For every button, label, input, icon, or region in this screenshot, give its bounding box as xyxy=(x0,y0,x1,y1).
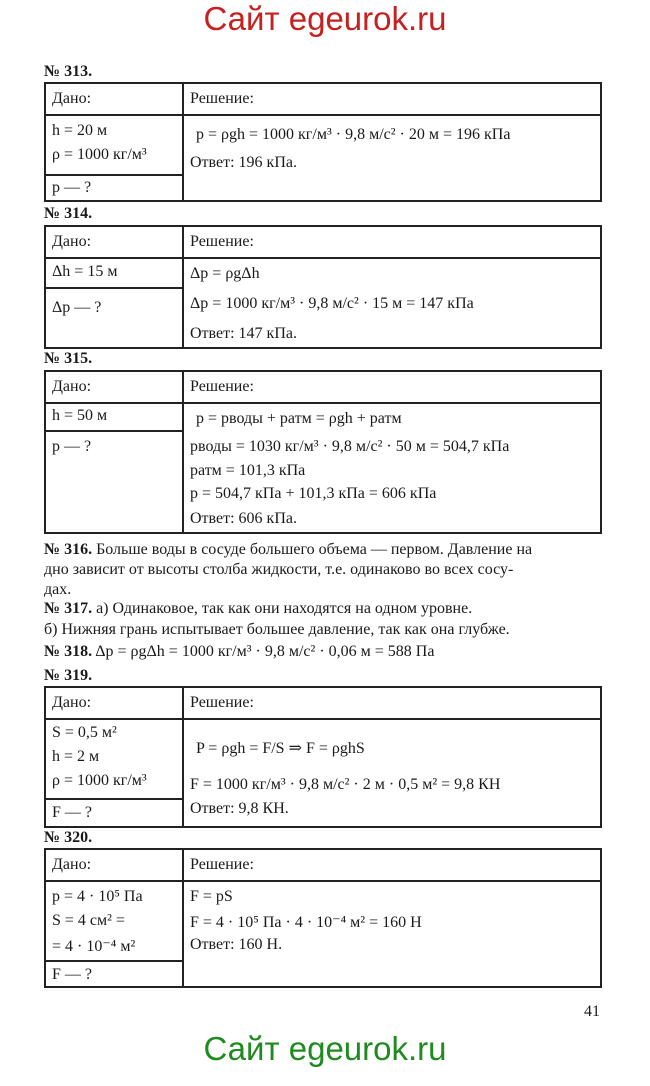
solution-line: pатм = 101,3 кПа xyxy=(190,462,306,479)
answer-line: Ответ: 160 Н. xyxy=(190,936,283,953)
problem-318 xyxy=(44,642,604,661)
problem-316-text: Больше воды в сосуде большего объема — первом. Давление на xyxy=(96,541,533,558)
given-header: Дано: xyxy=(52,378,92,395)
problem-315-table xyxy=(44,370,602,534)
solution-header: Решение: xyxy=(190,856,254,873)
solution-line: Δp = ρgΔh xyxy=(190,265,260,282)
given-line: p = 4 · 10⁵ Па xyxy=(52,888,143,905)
given-line: = 4 · 10⁻⁴ м² xyxy=(52,938,136,955)
solution-line: p = ρgh = 1000 кг/м³ · 9,8 м/с² · 20 м = 196 кПа xyxy=(196,126,511,143)
given-header: Дано: xyxy=(52,90,92,107)
problem-316 xyxy=(44,540,604,559)
solution-line: p = pводы + pатм = ρgh + pатм xyxy=(196,410,402,427)
given-line: ρ = 1000 кг/м³ xyxy=(52,772,147,789)
site-watermark-top: Сайт egeurok.ru xyxy=(203,0,447,37)
site-watermark-bottom: Сайт egeurok.ru xyxy=(203,1030,447,1067)
solution-line: F = pS xyxy=(190,888,233,905)
answer-line: Ответ: 606 кПа. xyxy=(190,510,297,527)
problem-317 xyxy=(44,599,604,618)
problem-320-number: № 320. xyxy=(44,829,93,846)
solution-header: Решение: xyxy=(190,378,254,395)
problem-313-number: № 313. xyxy=(44,63,93,80)
problem-317-text-b: б) Нижняя грань испытывает большее давление, так как она глубже. xyxy=(44,621,510,638)
given-line: h = 50 м xyxy=(52,407,108,424)
problem-317-number: № 317. xyxy=(44,600,93,617)
find-line: Δp — ? xyxy=(52,299,102,316)
problem-315-number: № 315. xyxy=(44,350,93,367)
problem-318-text: Δp = ρgΔh = 1000 кг/м³ · 9,8 м/с² · 0,06 м = 588 Па xyxy=(95,643,435,660)
solution-line: pводы = 1030 кг/м³ · 9,8 м/с² · 50 м = 504,7 кПа xyxy=(190,438,510,455)
given-header: Дано: xyxy=(52,233,92,250)
solution-line: F = 4 · 10⁵ Па · 4 · 10⁻⁴ м² = 160 Н xyxy=(190,914,422,931)
solution-line: p = 504,7 кПа + 101,3 кПа = 606 кПа xyxy=(190,485,437,502)
problem-314-table xyxy=(44,225,602,349)
find-line: F — ? xyxy=(52,804,92,821)
solution-line: Δp = 1000 кг/м³ · 9,8 м/с² · 15 м = 147 кПа xyxy=(190,295,474,312)
given-line: Δh = 15 м xyxy=(52,263,118,280)
problem-314-number: № 314. xyxy=(44,205,93,222)
given-line: h = 2 м xyxy=(52,748,100,765)
problem-313-table xyxy=(44,82,602,202)
find-line: F — ? xyxy=(52,966,92,983)
answer-line: Ответ: 9,8 КН. xyxy=(190,800,289,817)
problem-320-table xyxy=(44,848,602,988)
given-line: ρ = 1000 кг/м³ xyxy=(52,146,147,163)
solution-header: Решение: xyxy=(190,233,254,250)
given-line: h = 20 м xyxy=(52,122,108,139)
find-line: p — ? xyxy=(52,438,92,455)
solution-line: F = 1000 кг/м³ · 9,8 м/с² · 2 м · 0,5 м² = 9,8 КН xyxy=(190,776,501,793)
solution-header: Решение: xyxy=(190,90,254,107)
given-header: Дано: xyxy=(52,694,92,711)
problem-316-text-line2: дно зависит от высоты столба жидкости, т.е. одинаково во всех сосу- xyxy=(44,561,514,578)
answer-line: Ответ: 147 кПа. xyxy=(190,325,297,342)
problem-318-number: № 318. xyxy=(44,643,93,660)
solution-header: Решение: xyxy=(190,694,254,711)
problem-316-number: № 316. xyxy=(44,541,93,558)
answer-line: Ответ: 196 кПа. xyxy=(190,154,297,171)
problem-319-table xyxy=(44,686,602,828)
problem-317-text-a: а) Одинаковое, так как они находятся на одном уровне. xyxy=(96,600,473,617)
problem-319-number: № 319. xyxy=(44,667,93,684)
page-number: 41 xyxy=(584,1003,600,1020)
find-line: p — ? xyxy=(52,179,92,196)
given-line: S = 4 см² = xyxy=(52,912,125,929)
given-line: S = 0,5 м² xyxy=(52,724,117,741)
problem-316-text-line3: дах. xyxy=(44,581,72,598)
given-header: Дано: xyxy=(52,856,92,873)
solution-line: P = ρgh = F/S ⇒ F = ρghS xyxy=(196,740,365,757)
